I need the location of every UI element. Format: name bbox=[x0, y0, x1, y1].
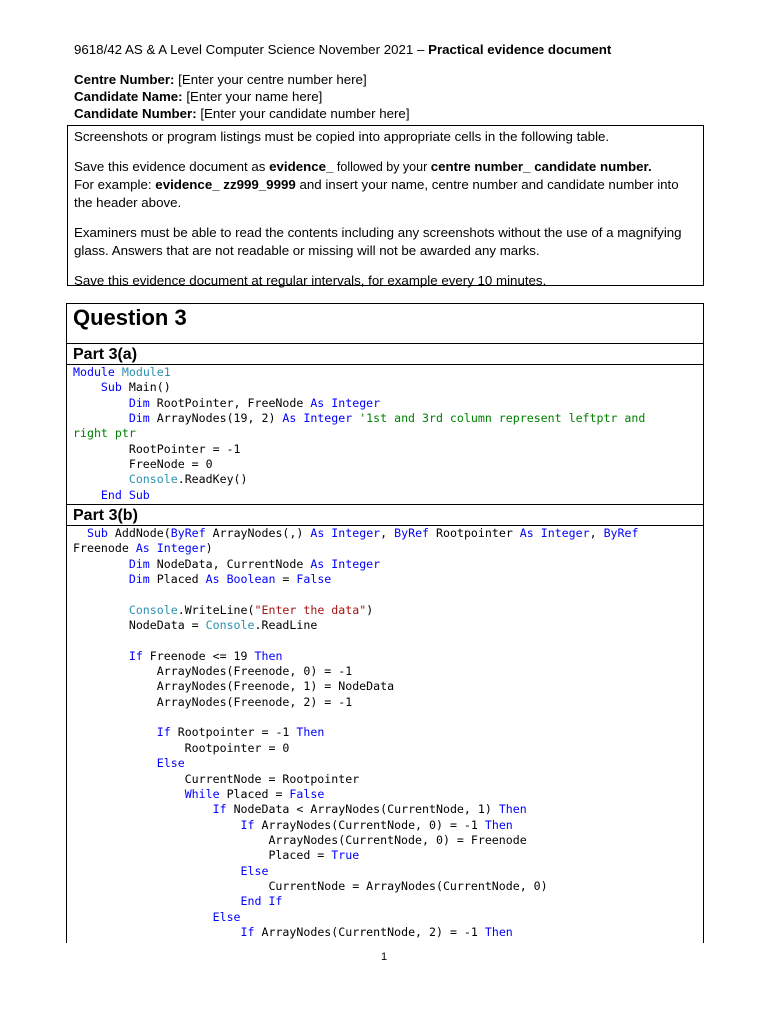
header-title-bold: Practical evidence document bbox=[428, 42, 612, 57]
candidate-number-value[interactable]: [Enter your candidate number here] bbox=[196, 106, 410, 121]
code-line: NodeData = Console.ReadLine bbox=[73, 618, 318, 633]
code-line: CurrentNode = Rootpointer bbox=[73, 771, 360, 786]
code-line: If ArrayNodes(CurrentNode, 0) = -1 Then bbox=[240, 817, 513, 832]
code-line: Sub Main() bbox=[100, 380, 171, 395]
code-line: Console.ReadKey() bbox=[128, 472, 248, 487]
code-line: CurrentNode = ArrayNodes(CurrentNode, 0) bbox=[73, 878, 548, 893]
question-title: Question 3 bbox=[67, 304, 703, 344]
code-line: Dim ArrayNodes(19, 2) As Integer '1st and 3rd column represent leftptr and bbox=[128, 411, 646, 426]
candidate-name-label: Candidate Name: bbox=[74, 89, 183, 104]
code-line: Console.WriteLine("Enter the data") bbox=[128, 602, 374, 617]
candidate-number-line bbox=[74, 105, 410, 122]
code-line: Sub AddNode(ByRef ArrayNodes(,) As Integer, ByRef Rootpointer As Integer, ByRef bbox=[86, 526, 639, 540]
centre-number-label: Centre Number: bbox=[74, 72, 175, 87]
code-line: Rootpointer = 0 bbox=[73, 740, 290, 755]
instruction-1: Screenshots or program listings must be copied into appropriate cells in the following table. bbox=[74, 129, 610, 144]
code-line: RootPointer = -1 bbox=[73, 441, 241, 456]
code-line bbox=[73, 587, 703, 602]
code-line: right ptr bbox=[73, 426, 136, 441]
code-line: FreeNode = 0 bbox=[73, 457, 213, 472]
candidate-name-value[interactable]: [Enter your name here] bbox=[182, 89, 323, 104]
centre-number-value[interactable]: [Enter your centre number here] bbox=[174, 72, 367, 87]
code-line: If Rootpointer = -1 Then bbox=[156, 725, 325, 740]
code-line: Module Module1 bbox=[73, 365, 171, 379]
code-line: End If bbox=[240, 894, 283, 909]
code-line: If ArrayNodes(CurrentNode, 2) = -1 Then bbox=[240, 924, 513, 939]
part-b-title: Part 3(b) bbox=[67, 505, 703, 526]
code-line bbox=[73, 633, 703, 648]
code-line bbox=[73, 710, 703, 725]
code-listing-part-b[interactable] bbox=[67, 526, 703, 940]
code-line: If Freenode <= 19 Then bbox=[128, 648, 283, 663]
code-line: Dim RootPointer, FreeNode As Integer bbox=[128, 395, 381, 410]
instruction-3: Examiners must be able to read the contents including any screenshots without the use of a magnifying glass. Answers that are not readable or missing will not be awarded any marks. bbox=[74, 225, 682, 258]
code-line: Else bbox=[156, 756, 185, 771]
document-header bbox=[74, 42, 611, 57]
code-line: Placed = True bbox=[73, 848, 360, 863]
code-line: ArrayNodes(Freenode, 0) = -1 bbox=[73, 664, 353, 679]
page-number: 1 bbox=[380, 951, 388, 963]
code-line: ArrayNodes(CurrentNode, 0) = Freenode bbox=[73, 832, 527, 847]
code-line: Dim NodeData, CurrentNode As Integer bbox=[128, 556, 381, 571]
instruction-4: Save this evidence document at regular intervals, for example every 10 minutes. bbox=[74, 273, 547, 288]
code-line: While Placed = False bbox=[184, 786, 325, 801]
code-line: Else bbox=[240, 863, 269, 878]
candidate-name-line bbox=[74, 88, 410, 105]
candidate-info bbox=[74, 71, 410, 122]
code-listing-part-a[interactable] bbox=[67, 365, 703, 505]
code-line: Dim Placed As Boolean = False bbox=[128, 572, 332, 587]
code-line: End Sub bbox=[100, 487, 150, 502]
code-line: Else bbox=[212, 909, 241, 924]
question-table bbox=[66, 303, 704, 943]
candidate-number-label: Candidate Number: bbox=[74, 106, 197, 121]
part-a-title: Part 3(a) bbox=[67, 344, 703, 365]
code-line: ArrayNodes(Freenode, 2) = -1 bbox=[73, 694, 353, 709]
header-prefix: 9618/42 AS & A Level Computer Science November 2021 – bbox=[74, 42, 429, 57]
code-line: Freenode As Integer) bbox=[73, 541, 213, 556]
instruction-2: Save this evidence document as evidence_ followed by your centre number_ candidate number. For example: evidence_ zz999_9999 and insert your name, centre number and candidate number into the header above. bbox=[74, 159, 679, 210]
centre-number-line bbox=[74, 71, 410, 88]
instructions-box bbox=[67, 125, 704, 286]
code-line: ArrayNodes(Freenode, 1) = NodeData bbox=[73, 679, 395, 694]
code-line: If NodeData < ArrayNodes(CurrentNode, 1) Then bbox=[212, 802, 527, 817]
